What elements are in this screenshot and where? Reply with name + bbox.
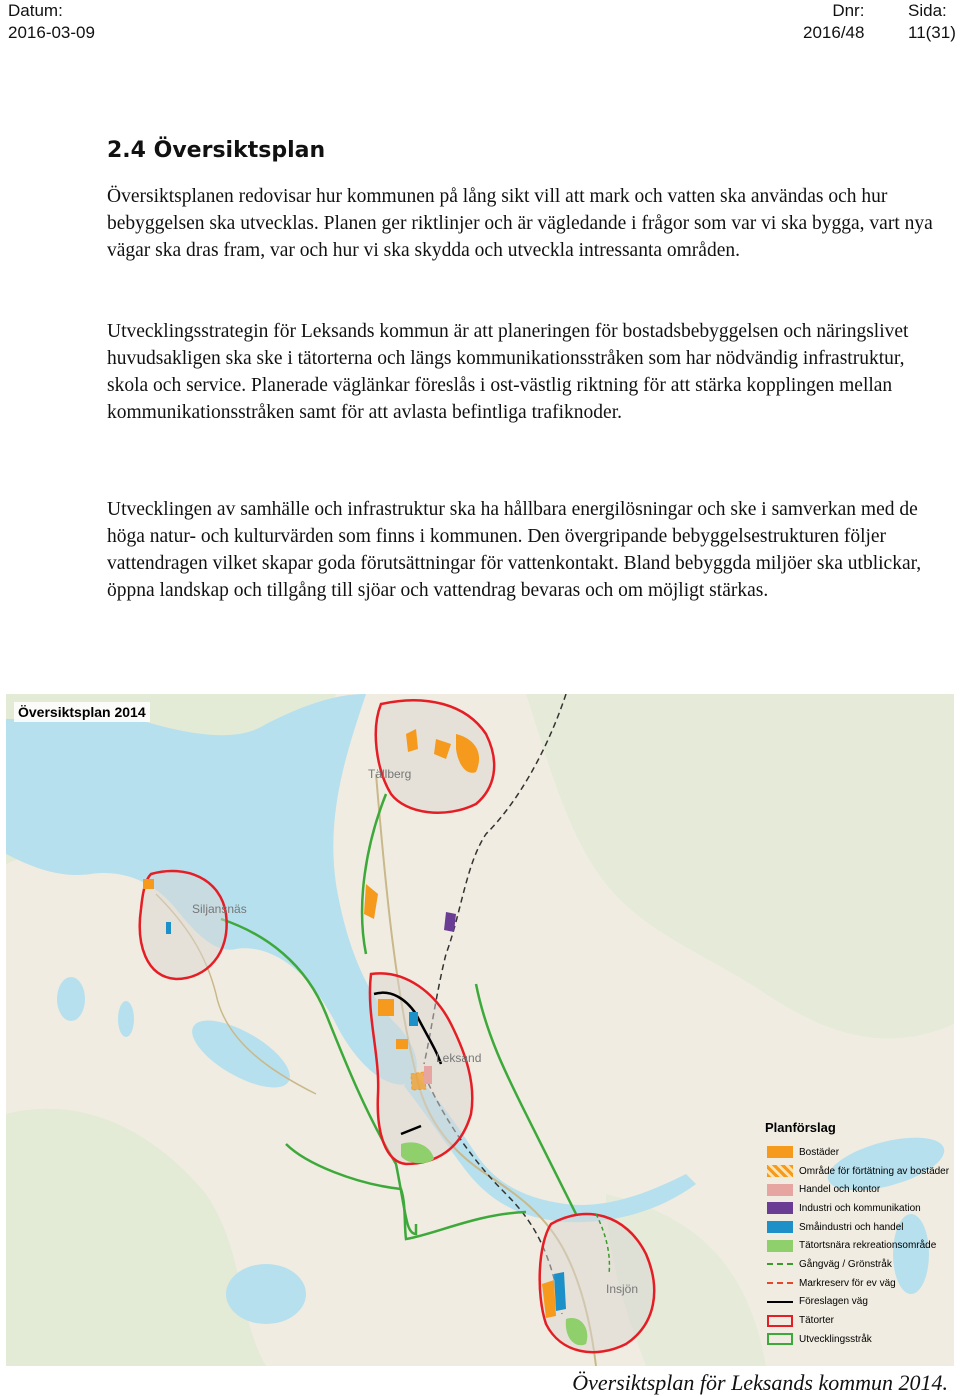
legend-swatch <box>767 1315 793 1327</box>
legend-item-foreslagen-vag <box>761 1293 951 1312</box>
legend-label: Tätorter <box>799 1315 835 1327</box>
header-page <box>908 0 956 44</box>
page-header <box>8 0 956 50</box>
legend-item-smaindustri <box>761 1218 951 1237</box>
legend-item-handel <box>761 1180 951 1199</box>
small-industry-area <box>554 1272 566 1311</box>
legend-label: Utvecklingsstråk <box>799 1333 872 1345</box>
date-label: Datum: <box>8 1 63 20</box>
paragraph-1: Översiktsplanen redovisar hur kommunen på lång sikt vill att mark och vatten ska användas och hur bebyggelsen ska utvecklas. Planen ger riktlinjer och är vägledande i frågor som var vi ska bygga, vart nya vägar ska dras fram, var och hur vi ska skydda och utveckla intressanta områden. <box>107 186 933 261</box>
dnr-value: 2016/48 <box>803 23 865 42</box>
paragraph-2: Utvecklingsstrategin för Leksands kommun är att planeringen för bostadsbebyggelsen och näringslivet huvudsakligen ska ske i tätorterna och längs kommunikationsstråken som har nödvändig infrastruktur, skola och service. Planerade väglänkar föreslås i ost-västlig riktning för att stärka kopplingen mellan kommunikationsstråken samt för att avlasta befintliga trafiknoder. <box>107 321 909 423</box>
legend-item-tatorter <box>761 1311 951 1330</box>
legend-item-utvecklingsstrak <box>761 1330 951 1349</box>
map-title: Översiktsplan 2014 <box>14 702 150 722</box>
legend-label: Bostäder <box>799 1146 840 1158</box>
place-label-tallberg: Tällberg <box>368 767 412 781</box>
lake <box>226 1264 306 1324</box>
legend-label: Område för förtätning av bostäder <box>799 1165 950 1177</box>
housing-area <box>378 999 394 1016</box>
dnr-label: Dnr: <box>832 1 865 20</box>
map-caption: Översiktsplan för Leksands kommun 2014. <box>572 1370 948 1395</box>
header-date <box>8 0 95 44</box>
legend-item-fortatning <box>761 1162 951 1181</box>
legend-swatch <box>767 1240 793 1252</box>
legend-item-markreserv <box>761 1274 951 1293</box>
densification-area <box>411 1072 426 1090</box>
legend-title: Planförslag <box>765 1120 836 1135</box>
legend-label: Småindustri och handel <box>799 1221 904 1233</box>
housing-area <box>396 1039 408 1049</box>
map-legend <box>761 1120 951 1360</box>
legend-label: Föreslagen väg <box>799 1296 868 1308</box>
legend-label: Tätortsnära rekreationsområde <box>799 1240 937 1252</box>
legend-label: Gångväg / Grönstråk <box>799 1258 892 1270</box>
legend-swatch <box>767 1202 793 1214</box>
legend-label: Handel och kontor <box>799 1184 881 1196</box>
page-label: Sida: <box>908 1 947 20</box>
page-value: 11(31) <box>908 23 956 42</box>
header-dnr <box>803 0 864 44</box>
legend-swatch <box>767 1263 793 1265</box>
legend-label: Markreserv för ev väg <box>799 1277 896 1289</box>
legend-item-bostader <box>761 1143 951 1162</box>
date-value: 2016-03-09 <box>8 23 95 42</box>
legend-swatch <box>767 1184 793 1196</box>
overview-map <box>6 694 954 1366</box>
lake <box>118 1001 134 1037</box>
legend-swatch <box>767 1282 793 1284</box>
retail-area <box>424 1066 432 1084</box>
legend-item-gangvag <box>761 1255 951 1274</box>
legend-swatch <box>767 1333 793 1345</box>
small-industry-area <box>166 922 171 934</box>
place-label-siljansnas: Siljansnäs <box>192 902 247 916</box>
legend-swatch <box>767 1146 793 1158</box>
legend-label: Industri och kommunikation <box>799 1202 921 1214</box>
section-title: 2.4 Översiktsplan <box>107 138 326 163</box>
industry-area <box>444 912 456 932</box>
place-label-leksand: Leksand <box>436 1051 482 1065</box>
legend-item-rekreation <box>761 1236 951 1255</box>
paragraph-3: Utvecklingen av samhälle och infrastruktur ska ha hållbara energilösningar och ske i samverkan med de höga natur- och kulturvärden som finns i kommunen. Den övergripande bebyggelsestrukturen följer vattendragen vilket skapar goda förutsättningar för vattenkontakt. Bland bebyggda miljöer ska utblickar, öppna landskap och tillgång till sjöar och vattendrag bevaras och om möjligt stärkas. <box>107 499 922 601</box>
legend-item-industri <box>761 1199 951 1218</box>
lake <box>57 977 85 1021</box>
legend-swatch <box>767 1221 793 1233</box>
small-industry-area <box>409 1012 418 1026</box>
housing-area <box>143 879 154 889</box>
legend-swatch <box>767 1165 793 1177</box>
place-label-insjon: Insjön <box>606 1282 639 1296</box>
legend-swatch <box>767 1301 793 1303</box>
